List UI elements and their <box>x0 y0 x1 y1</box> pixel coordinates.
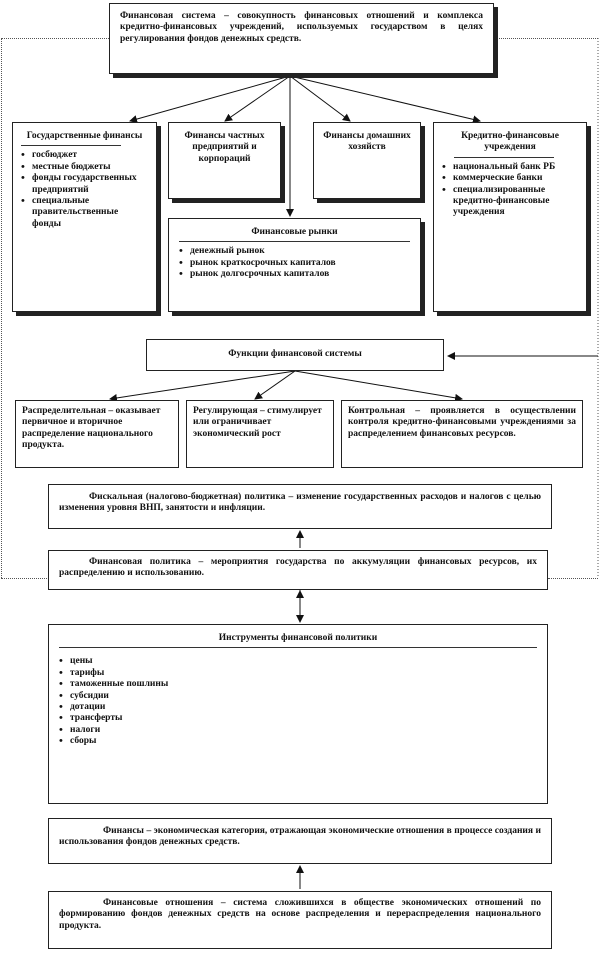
financial-policy-box <box>48 550 548 590</box>
list-item: • госбюджет <box>21 150 148 161</box>
list-item: • рынок краткосрочных капиталов <box>179 258 410 269</box>
function-control <box>341 400 583 468</box>
list-item: • субсидии <box>59 691 537 702</box>
arrow-top-state <box>130 76 290 121</box>
branch-financial-markets <box>168 218 421 312</box>
list-item: • сборы <box>59 736 537 747</box>
branch-credit-title: Кредитно-финансовые учреждения <box>461 131 559 153</box>
arrow-top-private <box>225 76 290 121</box>
dotted-top-left <box>1 38 109 39</box>
financial-system-definition <box>109 3 494 74</box>
list-item: • цены <box>59 656 537 667</box>
financial-relations-box <box>48 891 552 949</box>
branch-household-finances <box>313 122 421 199</box>
instruments-title: Инструменты финансовой политики <box>218 633 378 643</box>
list-item: • фонды государственных предприятий <box>21 173 148 196</box>
function-regulating-text: Регулирующая – стимулирует или ограничивает экономический рост <box>193 406 322 439</box>
financial-system-text: Финансовая система – совокупность финансовых отношений и комплекса кредитно-финансовых учреждений, используемых государством в целях регулирования фондов денежных средств. <box>120 11 483 44</box>
instruments-list <box>59 656 537 747</box>
dotted-bottom-right <box>548 578 598 579</box>
dotted-left-border <box>1 38 2 578</box>
branch-markets-list <box>179 246 410 280</box>
arrow-top-credit <box>290 76 480 121</box>
branch-state-title: Государственные финансы <box>26 131 143 141</box>
branch-household-title: Финансы домашних хозяйств <box>323 131 411 153</box>
functions-title-box <box>146 339 444 371</box>
finance-definition-text: Финансы – экономическая категория, отражающая экономические отношения в процессе создания и использования фондов денежных средств. <box>59 826 541 848</box>
list-item: • таможенные пошлины <box>59 679 537 690</box>
list-item: • рынок долгосрочных капиталов <box>179 269 410 280</box>
function-distributive <box>15 400 179 468</box>
list-item: • коммерческие банки <box>442 173 578 184</box>
fiscal-policy-box <box>48 484 552 529</box>
financial-relations-text: Финансовые отношения – система сложившихся в обществе экономических отношений по формированию фондов денежных средств на основе распределения и перераспределения национального продукта. <box>59 898 541 931</box>
arrow-fn-regulating <box>255 371 295 399</box>
branch-private-title: Финансы частных предприятий и корпораций <box>184 131 265 164</box>
functions-title: Функции финансовой системы <box>228 349 362 359</box>
list-item: • трансферты <box>59 713 537 724</box>
branch-state-finances <box>12 122 157 312</box>
branch-credit-institutions <box>433 122 587 312</box>
branch-markets-title: Финансовые рынки <box>251 227 338 237</box>
fiscal-policy-text: Фискальная (налогово-бюджетная) политика – изменение государственных расходов и налогов с целью изменения уровня ВНП, занятости и инфляции. <box>59 492 541 514</box>
financial-policy-text: Финансовая политика – мероприятия государства по аккумуляции финансовых ресурсов, их распределению и использованию. <box>59 557 537 579</box>
function-regulating <box>186 400 334 468</box>
list-item: • специализированные кредитно-финансовые учреждения <box>442 185 578 219</box>
list-item: • тарифы <box>59 668 537 679</box>
dotted-bottom-left <box>1 578 49 579</box>
dotted-top-right <box>494 38 598 39</box>
list-item: • специальные правительственные фонды <box>21 196 148 230</box>
list-item: • дотации <box>59 702 537 713</box>
branch-credit-list <box>442 162 578 219</box>
list-item: • национальный банк РБ <box>442 162 578 173</box>
arrow-fn-control <box>295 371 462 399</box>
finance-definition-box <box>48 818 552 864</box>
list-item: • местные бюджеты <box>21 162 148 173</box>
function-distributive-text: Распределительная – оказывает первичное и вторичное распределение национального продукта. <box>22 406 161 451</box>
list-item: • налоги <box>59 725 537 736</box>
function-control-text: Контрольная – проявляется в осуществлении контроля кредитно-финансовыми учреждениями за распределением финансовых ресурсов. <box>348 406 576 439</box>
arrow-fn-distributive <box>110 371 295 399</box>
branch-state-list <box>21 150 148 230</box>
instruments-box <box>48 624 548 804</box>
branch-private-finances <box>168 122 281 199</box>
list-item: • денежный рынок <box>179 246 410 257</box>
